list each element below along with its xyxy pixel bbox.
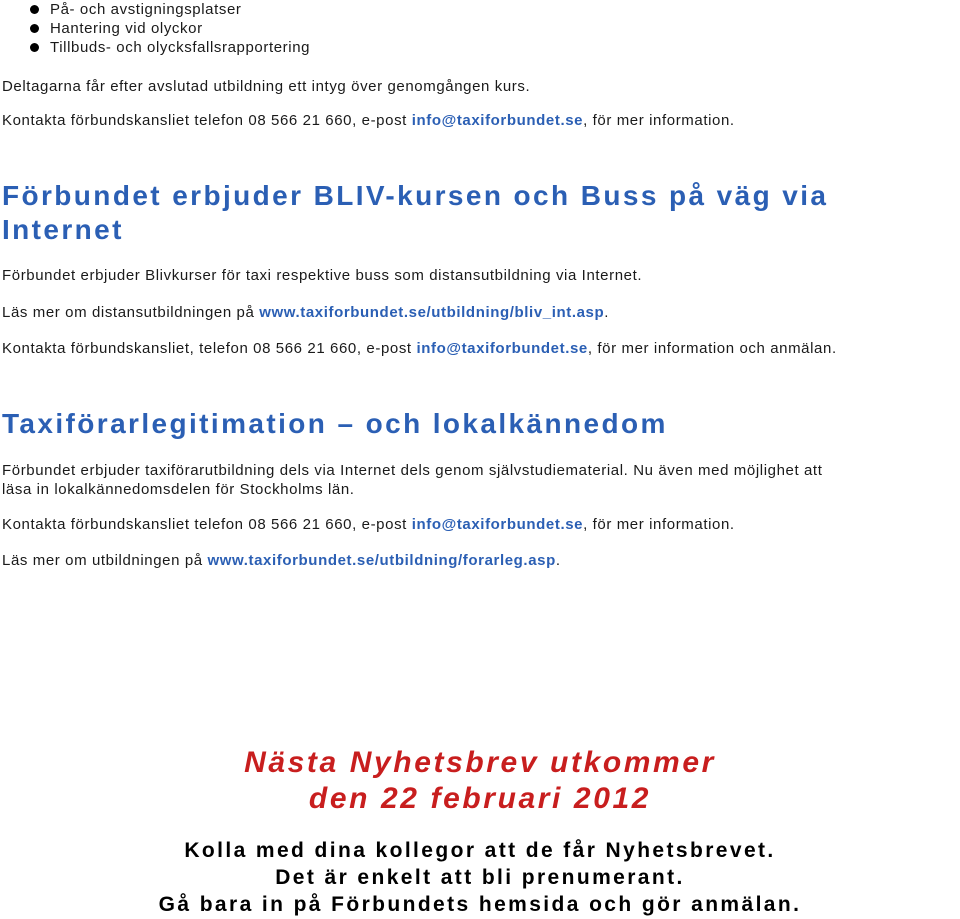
taxi-body-line2: läsa in lokalkännedomsdelen för Stockholms län. xyxy=(2,481,355,498)
cta-line3: Gå bara in på Förbundets hemsida och gör anmälan. xyxy=(158,893,802,916)
bliv-body: Förbundet erbjuder Blivkurser för taxi respektive buss som distansutbildning via Internet. xyxy=(2,267,643,284)
taxi-contact: Kontakta förbundskansliet telefon 08 566 21 660, e-post info@taxiforbundet.se, för mer information. xyxy=(2,516,735,533)
email-link[interactable]: info@taxiforbundet.se xyxy=(411,112,584,129)
bullet-icon xyxy=(30,43,39,52)
list-item: Hantering vid olyckor xyxy=(30,19,310,38)
certificate-text: Deltagarna får efter avslutad utbildning ett intyg över genomgången kurs. xyxy=(2,78,531,95)
next-issue-line1: Nästa Nyhetsbrev utkommer xyxy=(244,746,716,779)
bullet-list xyxy=(30,0,310,57)
next-issue-line2: den 22 februari 2012 xyxy=(308,782,652,815)
taxi-heading: Taxiförarlegitimation – och lokalkännedom xyxy=(2,408,668,439)
taxi-body-line1: Förbundet erbjuder taxiförarutbildning dels via Internet dels genom självstudiematerial. Nu även med möjlighet att xyxy=(2,462,823,479)
email-link[interactable]: info@taxiforbundet.se xyxy=(416,340,588,357)
bliv-link[interactable]: www.taxiforbundet.se/utbildning/bliv_int.asp xyxy=(259,304,605,321)
bullet-icon xyxy=(30,24,39,33)
bliv-contact: Kontakta förbundskansliet, telefon 08 566 21 660, e-post info@taxiforbundet.se, för mer information och anmälan. xyxy=(2,340,837,357)
bliv-readmore: Läs mer om distansutbildningen på www.taxiforbundet.se/utbildning/bliv_int.asp. xyxy=(2,304,610,321)
list-item: På- och avstigningsplatser xyxy=(30,0,310,19)
intro-contact: Kontakta förbundskansliet telefon 08 566 21 660, e-post info@taxiforbundet.se, för mer information. xyxy=(2,112,735,129)
bliv-heading: Förbundet erbjuder BLIV-kursen och Buss på väg via Internet xyxy=(2,180,829,245)
list-item: Tillbuds- och olycksfallsrapportering xyxy=(30,38,310,57)
bullet-icon xyxy=(30,5,39,14)
cta-line2: Det är enkelt att bli prenumerant. xyxy=(275,866,685,889)
cta-line1: Kolla med dina kollegor att de får Nyhetsbrevet. xyxy=(184,839,776,862)
email-link[interactable]: info@taxiforbundet.se xyxy=(411,516,584,533)
taxi-link[interactable]: www.taxiforbundet.se/utbildning/forarleg.asp xyxy=(207,552,556,569)
taxi-readmore: Läs mer om utbildningen på www.taxiforbundet.se/utbildning/forarleg.asp. xyxy=(2,552,561,569)
